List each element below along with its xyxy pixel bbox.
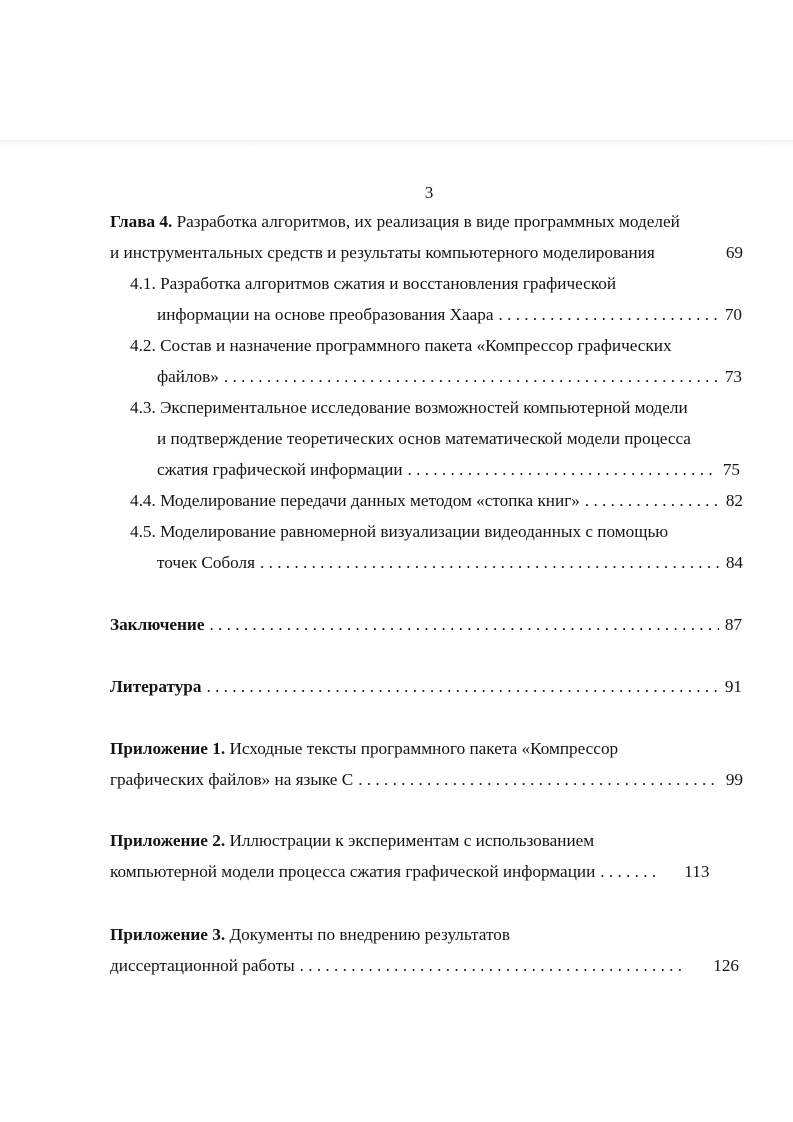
dot-leader xyxy=(260,552,720,574)
appendix-2-label: Приложение 2. xyxy=(110,831,226,850)
appendix-3-page: 126 xyxy=(713,956,739,975)
dot-leader xyxy=(358,769,720,791)
toc-entry-appendix-1-line1 xyxy=(110,738,618,760)
toc-entry-4-2-page: 73 xyxy=(724,367,742,386)
toc-entry-4-1-page: 70 xyxy=(724,305,742,324)
toc-entry-4-2-text: файлов» xyxy=(157,367,219,386)
dot-leader xyxy=(209,614,718,636)
dot-leader xyxy=(408,459,717,481)
dot-leader xyxy=(206,676,718,698)
scan-edge xyxy=(0,140,793,146)
toc-entry-4-4-text: 4.4. Моделирование передачи данных методом «стопка книг» xyxy=(130,491,580,510)
toc-entry-4-3-line2: и подтверждение теоретических основ математической модели процесса xyxy=(157,429,691,448)
appendix-2-text-2: компьютерной модели процесса сжатия графической информации xyxy=(110,862,596,881)
conclusion-label: Заключение xyxy=(110,615,205,634)
toc-entry-4-3-line1: 4.3. Экспериментальное исследование возможностей компьютерной модели xyxy=(130,398,688,417)
chapter-4-title-line2 xyxy=(110,242,743,264)
toc-entry-4-3-line3 xyxy=(157,459,740,481)
toc-entry-appendix-1-line2 xyxy=(110,769,743,791)
chapter-4-title-text: Разработка алгоритмов, их реализация в виде программных моделей xyxy=(176,212,680,231)
toc-entry-literature xyxy=(110,676,742,698)
conclusion-page: 87 xyxy=(724,615,742,634)
dot-leader xyxy=(300,955,688,977)
literature-page: 91 xyxy=(724,677,742,696)
toc-entry-4-5-text: точек Соболя xyxy=(157,553,256,572)
appendix-1-text: Исходные тексты программного пакета «Компрессор xyxy=(229,739,619,758)
appendix-1-label: Приложение 1. xyxy=(110,739,226,758)
appendix-1-page: 99 xyxy=(725,770,743,789)
toc-entry-4-5-line2 xyxy=(157,552,743,574)
toc-entry-4-3-page: 75 xyxy=(722,460,740,479)
toc-entry-4-3-text: сжатия графической информации xyxy=(157,460,403,479)
dot-leader xyxy=(224,366,719,388)
appendix-3-label: Приложение 3. xyxy=(110,925,226,944)
appendix-1-text-2: графических файлов» на языке С xyxy=(110,770,354,789)
toc-entry-4-2-line1: 4.2. Состав и назначение программного пакета «Компрессор графических xyxy=(130,336,672,355)
page-number: 3 xyxy=(424,183,434,202)
toc-entry-conclusion xyxy=(110,614,742,636)
toc-entry-4-1-line2 xyxy=(157,304,742,326)
appendix-2-text: Иллюстрации к экспериментам с использованием xyxy=(229,831,595,850)
toc-entry-4-4 xyxy=(130,490,743,512)
toc-entry-appendix-2-line2 xyxy=(110,861,739,883)
dot-leader xyxy=(600,861,656,883)
toc-entry-4-1-line1: 4.1. Разработка алгоритмов сжатия и восстановления графической xyxy=(130,274,617,293)
toc-entry-appendix-2-line1 xyxy=(110,830,594,852)
literature-label: Литература xyxy=(110,677,202,696)
dot-leader xyxy=(499,304,719,326)
appendix-2-page: 113 xyxy=(684,862,710,881)
toc-entry-4-4-page: 82 xyxy=(725,491,743,510)
toc-entry-4-5-line1: 4.5. Моделирование равномерной визуализации видеоданных с помощью xyxy=(130,522,669,541)
appendix-3-text: Документы по внедрению результатов xyxy=(229,925,510,944)
toc-entry-4-1-text: информации на основе преобразования Хаара xyxy=(157,305,494,324)
toc-entry-4-5-page: 84 xyxy=(725,553,743,572)
appendix-3-text-2: диссертационной работы xyxy=(110,956,295,975)
chapter-4-title-line1 xyxy=(110,211,680,233)
chapter-4-title-text-2: и инструментальных средств и результаты компьютерного моделирования xyxy=(110,243,655,262)
chapter-4-page: 69 xyxy=(725,243,743,262)
toc-entry-appendix-3-line1 xyxy=(110,924,510,946)
chapter-4-label: Глава 4. xyxy=(110,212,173,231)
toc-entry-4-2-line2 xyxy=(157,366,742,388)
dot-leader xyxy=(585,490,720,512)
toc-entry-appendix-3-line2 xyxy=(110,955,739,977)
